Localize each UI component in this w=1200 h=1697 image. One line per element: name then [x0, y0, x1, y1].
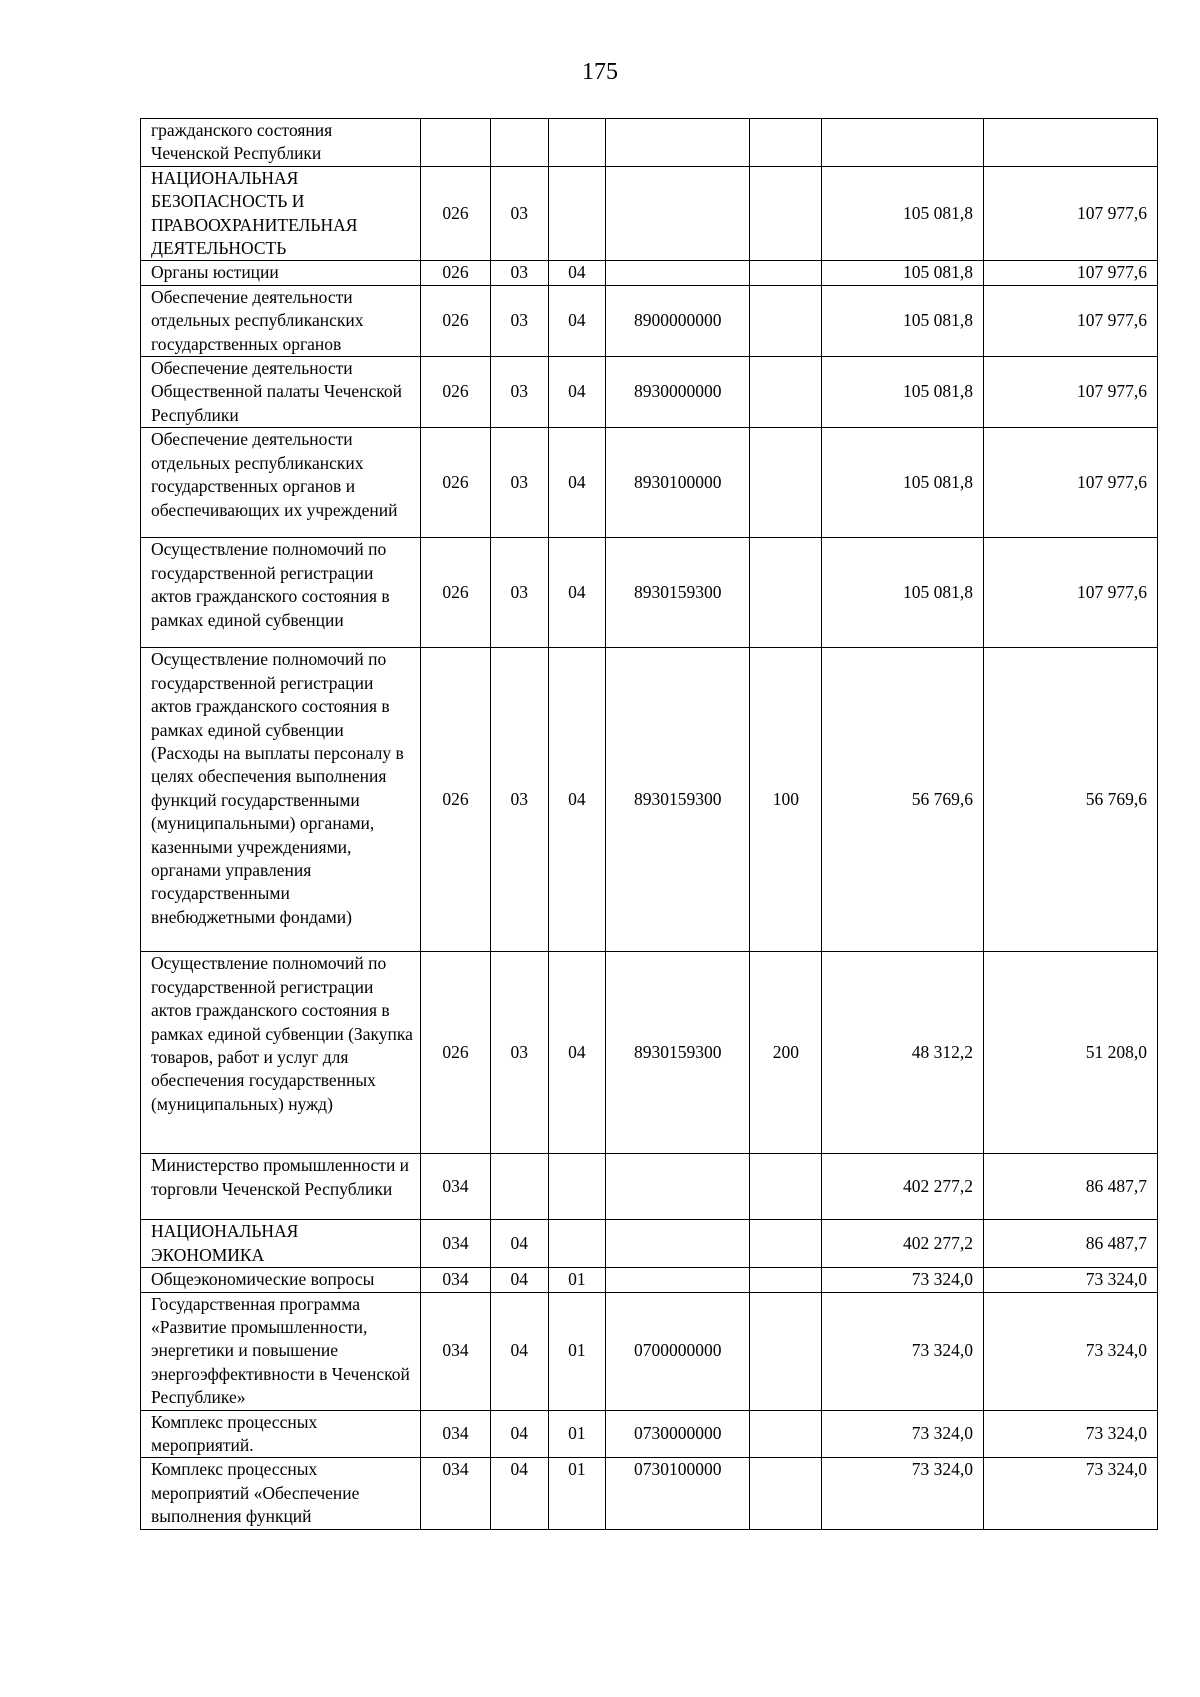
section-code	[490, 1154, 548, 1220]
amount-year-2: 56 769,6	[983, 648, 1157, 952]
target-article-code: 0730100000	[606, 1458, 750, 1529]
amount-year-2: 107 977,6	[983, 428, 1157, 538]
expense-type-code	[750, 538, 822, 648]
budget-item-name: Комплекс процессных мероприятий.	[141, 1410, 421, 1458]
budget-item-name: Осуществление полномочий по государственной регистрации актов гражданского состояния в рамках единой субвенции (Закупка товаров, работ и услуг для обеспечения государственных (муниципальных) нужд)	[141, 952, 421, 1154]
amount-year-1: 56 769,6	[822, 648, 984, 952]
budget-item-name: Обеспечение деятельности Общественной палаты Чеченской Республики	[141, 357, 421, 428]
target-article-code: 8930100000	[606, 428, 750, 538]
target-article-code	[606, 119, 750, 167]
target-article-code	[606, 166, 750, 261]
department-code: 026	[420, 261, 490, 285]
subsection-code: 04	[548, 261, 606, 285]
table-row	[141, 1220, 1158, 1268]
subsection-code: 04	[548, 952, 606, 1154]
department-code: 034	[420, 1458, 490, 1529]
amount-year-2: 107 977,6	[983, 357, 1157, 428]
subsection-code: 01	[548, 1410, 606, 1458]
target-article-code: 8900000000	[606, 285, 750, 356]
expense-type-code	[750, 1410, 822, 1458]
department-code: 026	[420, 648, 490, 952]
amount-year-2: 51 208,0	[983, 952, 1157, 1154]
table-row	[141, 357, 1158, 428]
table-row	[141, 428, 1158, 538]
expense-type-code	[750, 428, 822, 538]
section-code	[490, 119, 548, 167]
amount-year-1: 73 324,0	[822, 1268, 984, 1292]
amount-year-1: 105 081,8	[822, 538, 984, 648]
amount-year-2: 86 487,7	[983, 1220, 1157, 1268]
target-article-code: 8930159300	[606, 538, 750, 648]
budget-item-name: Обеспечение деятельности отдельных республиканских государственных органов и обеспечивающих их учреждений	[141, 428, 421, 538]
budget-item-name: Осуществление полномочий по государственной регистрации актов гражданского состояния в рамках единой субвенции (Расходы на выплаты персоналу в целях обеспечения выполнения функций государственными (муниципальными) органами, казенными учреждениями, органами управления государственными внебюджетными фондами)	[141, 648, 421, 952]
subsection-code: 01	[548, 1292, 606, 1410]
target-article-code	[606, 1268, 750, 1292]
subsection-code	[548, 1220, 606, 1268]
table-row	[141, 648, 1158, 952]
subsection-code: 01	[548, 1458, 606, 1529]
budget-item-name: гражданского состояния Чеченской Республики	[141, 119, 421, 167]
amount-year-2: 107 977,6	[983, 261, 1157, 285]
target-article-code: 0730000000	[606, 1410, 750, 1458]
amount-year-1: 105 081,8	[822, 261, 984, 285]
target-article-code: 8930159300	[606, 952, 750, 1154]
target-article-code	[606, 261, 750, 285]
department-code: 026	[420, 166, 490, 261]
expense-type-code	[750, 166, 822, 261]
section-code: 03	[490, 285, 548, 356]
section-code: 03	[490, 538, 548, 648]
section-code: 03	[490, 428, 548, 538]
department-code: 026	[420, 357, 490, 428]
department-code: 026	[420, 285, 490, 356]
target-article-code: 8930159300	[606, 648, 750, 952]
table-row	[141, 285, 1158, 356]
table-row	[141, 261, 1158, 285]
budget-item-name: Министерство промышленности и торговли Чеченской Республики	[141, 1154, 421, 1220]
page-number: 175	[582, 59, 618, 85]
amount-year-2: 73 324,0	[983, 1458, 1157, 1529]
expense-type-code	[750, 1292, 822, 1410]
department-code: 034	[420, 1154, 490, 1220]
amount-year-1: 105 081,8	[822, 357, 984, 428]
budget-item-name: Государственная программа «Развитие промышленности, энергетики и повышение энергоэффективности в Чеченской Республике»	[141, 1292, 421, 1410]
subsection-code: 04	[548, 538, 606, 648]
department-code: 034	[420, 1220, 490, 1268]
expense-type-code: 200	[750, 952, 822, 1154]
amount-year-2	[983, 119, 1157, 167]
table-row	[141, 119, 1158, 167]
table-row	[141, 166, 1158, 261]
department-code: 026	[420, 538, 490, 648]
subsection-code: 01	[548, 1268, 606, 1292]
department-code	[420, 119, 490, 167]
amount-year-2: 107 977,6	[983, 166, 1157, 261]
table-row	[141, 1410, 1158, 1458]
budget-item-name: Осуществление полномочий по государственной регистрации актов гражданского состояния в рамках единой субвенции	[141, 538, 421, 648]
amount-year-1: 105 081,8	[822, 428, 984, 538]
department-code: 026	[420, 428, 490, 538]
target-article-code: 8930000000	[606, 357, 750, 428]
expense-type-code	[750, 1154, 822, 1220]
section-code: 04	[490, 1268, 548, 1292]
amount-year-1: 73 324,0	[822, 1410, 984, 1458]
amount-year-1: 48 312,2	[822, 952, 984, 1154]
amount-year-2: 107 977,6	[983, 285, 1157, 356]
subsection-code: 04	[548, 428, 606, 538]
budget-item-name: НАЦИОНАЛЬНАЯ БЕЗОПАСНОСТЬ И ПРАВООХРАНИТЕЛЬНАЯ ДЕЯТЕЛЬНОСТЬ	[141, 166, 421, 261]
section-code: 04	[490, 1458, 548, 1529]
amount-year-1: 402 277,2	[822, 1154, 984, 1220]
section-code: 03	[490, 648, 548, 952]
subsection-code: 04	[548, 285, 606, 356]
budget-item-name: Обеспечение деятельности отдельных республиканских государственных органов	[141, 285, 421, 356]
expense-type-code: 100	[750, 648, 822, 952]
section-code: 04	[490, 1220, 548, 1268]
target-article-code	[606, 1154, 750, 1220]
section-code: 03	[490, 261, 548, 285]
section-code: 04	[490, 1292, 548, 1410]
table-row	[141, 952, 1158, 1154]
subsection-code	[548, 1154, 606, 1220]
amount-year-1: 73 324,0	[822, 1292, 984, 1410]
table-row	[141, 1268, 1158, 1292]
expense-type-code	[750, 1220, 822, 1268]
amount-year-1: 105 081,8	[822, 166, 984, 261]
amount-year-2: 86 487,7	[983, 1154, 1157, 1220]
table-row	[141, 1458, 1158, 1529]
table-row	[141, 538, 1158, 648]
section-code: 03	[490, 357, 548, 428]
amount-year-1: 402 277,2	[822, 1220, 984, 1268]
expense-type-code	[750, 285, 822, 356]
section-code: 03	[490, 166, 548, 261]
expense-type-code	[750, 1268, 822, 1292]
section-code: 04	[490, 1410, 548, 1458]
section-code: 03	[490, 952, 548, 1154]
expense-type-code	[750, 119, 822, 167]
table-body	[141, 119, 1158, 1530]
budget-item-name: Общеэкономические вопросы	[141, 1268, 421, 1292]
amount-year-2: 73 324,0	[983, 1410, 1157, 1458]
amount-year-2: 107 977,6	[983, 538, 1157, 648]
amount-year-2: 73 324,0	[983, 1268, 1157, 1292]
subsection-code	[548, 166, 606, 261]
target-article-code	[606, 1220, 750, 1268]
budget-table	[140, 118, 1158, 1530]
department-code: 034	[420, 1410, 490, 1458]
amount-year-2: 73 324,0	[983, 1292, 1157, 1410]
amount-year-1	[822, 119, 984, 167]
expense-type-code	[750, 261, 822, 285]
department-code: 034	[420, 1268, 490, 1292]
table-row	[141, 1154, 1158, 1220]
subsection-code	[548, 119, 606, 167]
department-code: 034	[420, 1292, 490, 1410]
department-code: 026	[420, 952, 490, 1154]
amount-year-1: 73 324,0	[822, 1458, 984, 1529]
amount-year-1: 105 081,8	[822, 285, 984, 356]
budget-item-name: НАЦИОНАЛЬНАЯ ЭКОНОМИКА	[141, 1220, 421, 1268]
expense-type-code	[750, 1458, 822, 1529]
subsection-code: 04	[548, 648, 606, 952]
budget-item-name: Органы юстиции	[141, 261, 421, 285]
budget-item-name: Комплекс процессных мероприятий «Обеспечение выполнения функций	[141, 1458, 421, 1529]
target-article-code: 0700000000	[606, 1292, 750, 1410]
table-row	[141, 1292, 1158, 1410]
expense-type-code	[750, 357, 822, 428]
subsection-code: 04	[548, 357, 606, 428]
